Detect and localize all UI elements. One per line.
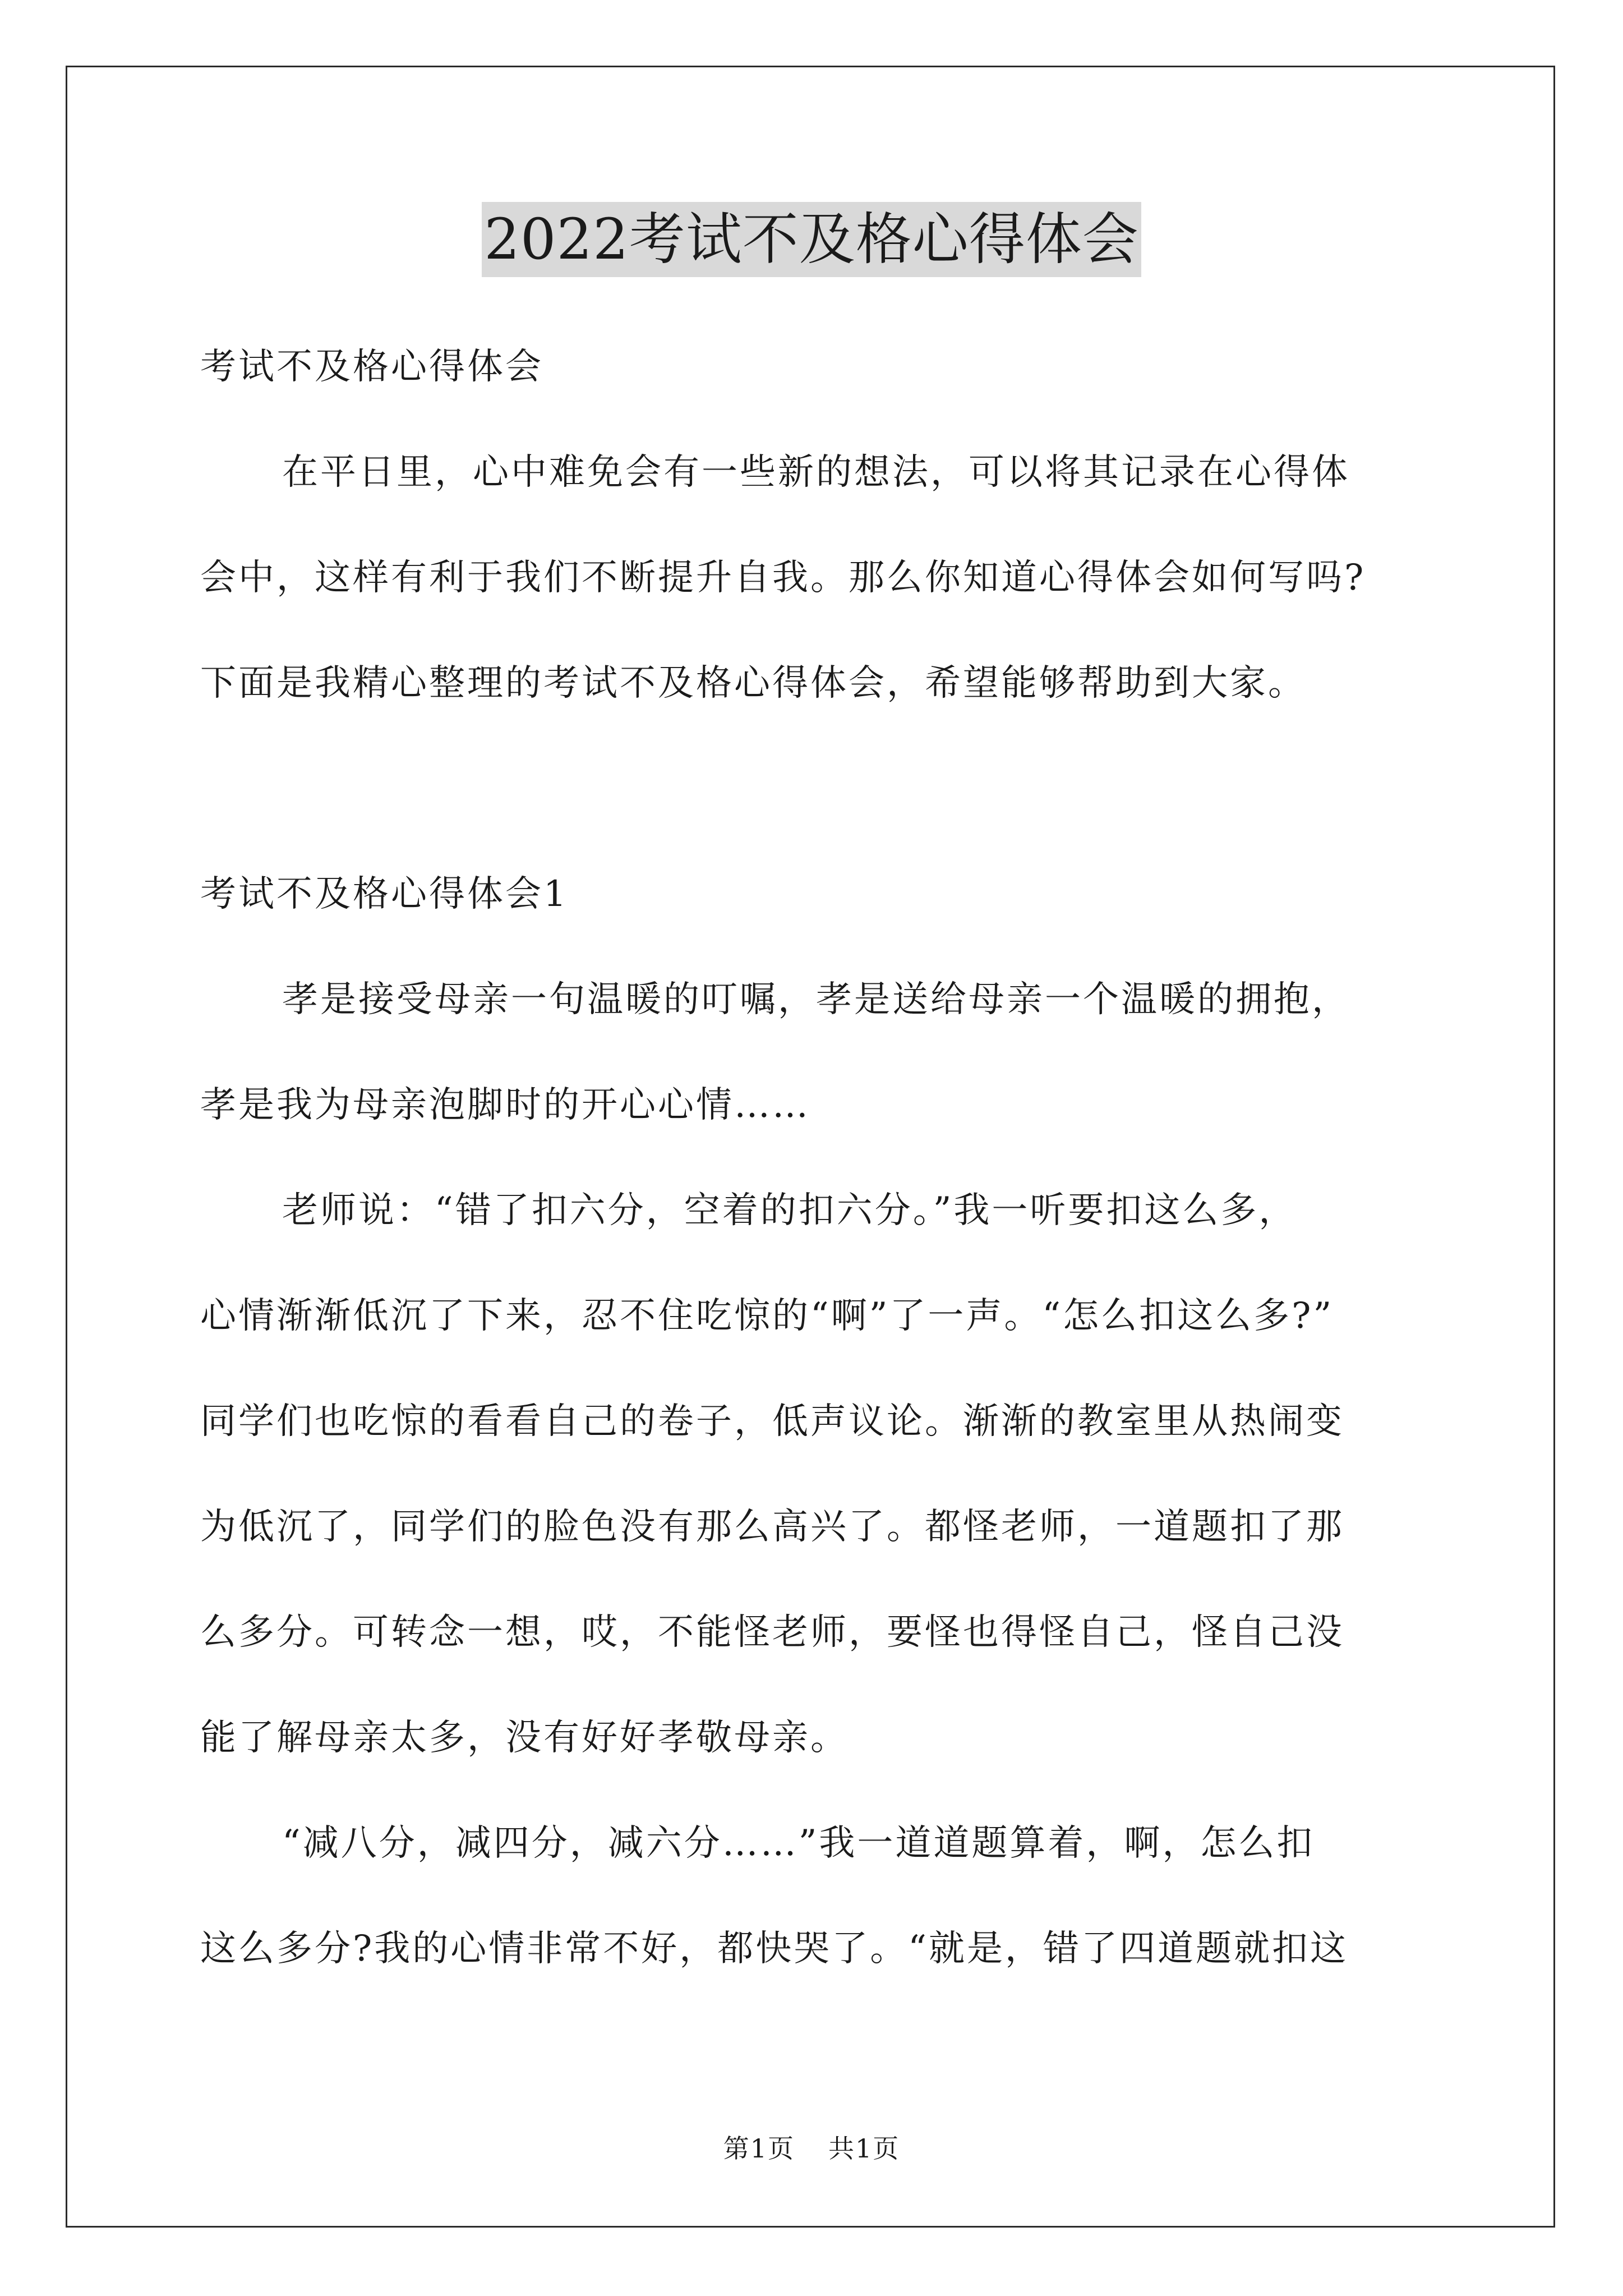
paragraph-line: 同学们也吃惊的看看自己的卷子，低声议论。渐渐的教室里从热闹变 xyxy=(200,1401,1344,1442)
paragraph-line: 这么多分?我的心情非常不好，都快哭了。“就是，错了四道题就扣这 xyxy=(200,1928,1349,1970)
paragraph-line: 孝是我为母亲泡脚时的开心心情…… xyxy=(200,1084,810,1126)
page-number-total: 共1页 xyxy=(828,2133,900,2164)
paragraph-line: 能了解母亲太多，没有好好孝敬母亲。 xyxy=(200,1717,849,1759)
paragraph-line: 下面是我精心整理的考试不及格心得体会，希望能够帮助到大家。 xyxy=(200,662,1306,704)
paragraph-line: 在平日里，心中难免会有一些新的想法，可以将其记录在心得体 xyxy=(282,452,1350,493)
document-body xyxy=(200,314,1445,2001)
blank-line xyxy=(200,736,1445,841)
paragraph-line: “减八分，减四分，减六分……”我一道道题算着，啊，怎么扣 xyxy=(282,1823,1315,1864)
section-heading: 考试不及格心得体会 xyxy=(200,346,543,388)
paragraph-line: 孝是接受母亲一句温暖的叮嘱，孝是送给母亲一个温暖的拥抱， xyxy=(282,979,1350,1020)
paragraph-line: 心情渐渐低沉了下来，忍不住吃惊的“啊”了一声。“怎么扣这么多?” xyxy=(200,1295,1334,1337)
document-title: 2022考试不及格心得体会 xyxy=(482,202,1141,277)
paragraph-line: 为低沉了，同学们的脸色没有那么高兴了。都怪老师，一道题扣了那 xyxy=(200,1506,1344,1548)
paragraph-line: 会中，这样有利于我们不断提升自我。那么你知道心得体会如何写吗? xyxy=(200,557,1366,599)
paragraph-line: 老师说：“错了扣六分，空着的扣六分。”我一听要扣这么多， xyxy=(282,1190,1297,1231)
section-heading: 考试不及格心得体会1 xyxy=(200,873,569,915)
page-footer xyxy=(0,2132,1623,2165)
title-container xyxy=(0,202,1623,277)
page-number-current: 第1页 xyxy=(723,2133,795,2164)
paragraph-line: 么多分。可转念一想，哎，不能怪老师，要怪也得怪自己，怪自己没 xyxy=(200,1612,1344,1653)
